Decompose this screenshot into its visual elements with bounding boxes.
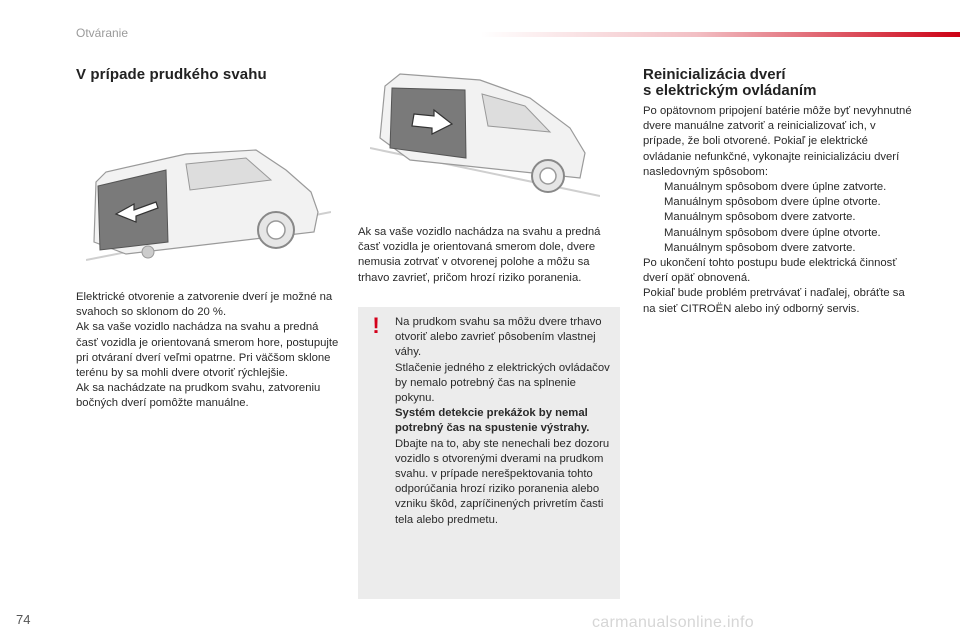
warning-paragraph-1: Na prudkom svahu sa môžu dvere trhavo otvoriť alebo zavrieť pôsobením vlastnej váhy. xyxy=(395,316,602,359)
watermark: carmanualsonline.info xyxy=(592,614,754,631)
warning-paragraph-2: Stlačenie jedného z elektrických ovládačov by nemalo potrebný čas na splnenie pokynu. xyxy=(395,361,610,405)
list-item xyxy=(643,226,913,241)
section-label: Otváranie xyxy=(76,26,129,40)
van-downhill-illustration xyxy=(370,68,600,198)
list-item xyxy=(643,180,913,195)
left-paragraph-3: Ak sa nachádzate na prudkom svahu, zatvoreniu bočných dverí pomôžte manuálne. xyxy=(76,382,321,410)
right-intro: Po opätovnom pripojení batérie môže byť nevyhnutné dvere manuálne zatvoriť a reinicializovať ich, v prípade, že boli otvorené. Pokiaľ je elektrické ovládanie nefunkčné, vykonajte reinicializáciu dverí nasledovným spôsobom: xyxy=(643,105,912,178)
warning-icon: ! xyxy=(372,313,380,338)
right-outro-1: Po ukončení tohto postupu bude elektrická činnosť dverí opäť obnovená. xyxy=(643,257,897,285)
list-item xyxy=(643,241,913,256)
list-item xyxy=(643,210,913,225)
right-text xyxy=(643,104,913,317)
right-outro-2: Pokiaľ bude problém pretrvávať i naďalej, obráťte sa na sieť CITROËN alebo iný odborný servis. xyxy=(643,287,905,315)
header-accent-bar xyxy=(480,32,960,37)
right-heading-line-1: Reinicializácia dverí xyxy=(643,66,786,83)
list-item-text: Manuálnym spôsobom dvere zatvorte. xyxy=(664,211,856,224)
left-heading: V prípade prudkého svahu xyxy=(76,66,267,83)
list-item-text: Manuálnym spôsobom dvere úplne zatvorte. xyxy=(664,181,887,194)
van-uphill-illustration xyxy=(86,142,331,272)
list-item xyxy=(643,195,913,210)
list-item-text: Manuálnym spôsobom dvere zatvorte. xyxy=(664,241,856,254)
right-heading-line-2: s elektrickým ovládaním xyxy=(643,82,817,99)
warning-paragraph-4: Dbajte na to, aby ste nenechali bez dozoru vozidlo s otvorenými dverami na prudkom svahu. v prípade nerešpektovania tohto odporúčania hrozí riziko poranenia alebo vzniku škôd, zapríčinených privretím časti tela alebo predmetu. xyxy=(395,437,610,526)
page-number: 74 xyxy=(16,612,31,627)
left-text xyxy=(76,290,341,412)
list-item-text: Manuálnym spôsobom dvere úplne otvorte. xyxy=(664,226,881,239)
right-heading xyxy=(643,67,816,99)
list-item-text: Manuálnym spôsobom dvere úplne otvorte. xyxy=(664,196,881,209)
warning-paragraph-bold: Systém detekcie prekážok by nemal potrebný čas na spustenie výstrahy. xyxy=(395,407,590,435)
left-paragraph-2: Ak sa vaše vozidlo nachádza na svahu a predná časť vozidla je orientovaná smerom hore, postupujte pri otváraní dverí veľmi opatrne. Pri väčšom sklone terénu by sa mohli dvere otvoriť rýchlejšie. xyxy=(76,321,339,380)
middle-paragraph: Ak sa vaše vozidlo nachádza na svahu a predná časť vozidla je orientovaná smerom dole, dvere nemusia zotrvať v otvorenej polohe a môžu sa trhavo zavrieť, pričom hrozí riziko poranenia. xyxy=(358,226,601,284)
reinit-steps-list xyxy=(643,180,913,256)
warning-text xyxy=(395,315,615,528)
left-paragraph-1: Elektrické otvorenie a zatvorenie dverí je možné na svahoch so sklonom do 20 %. xyxy=(76,291,333,319)
